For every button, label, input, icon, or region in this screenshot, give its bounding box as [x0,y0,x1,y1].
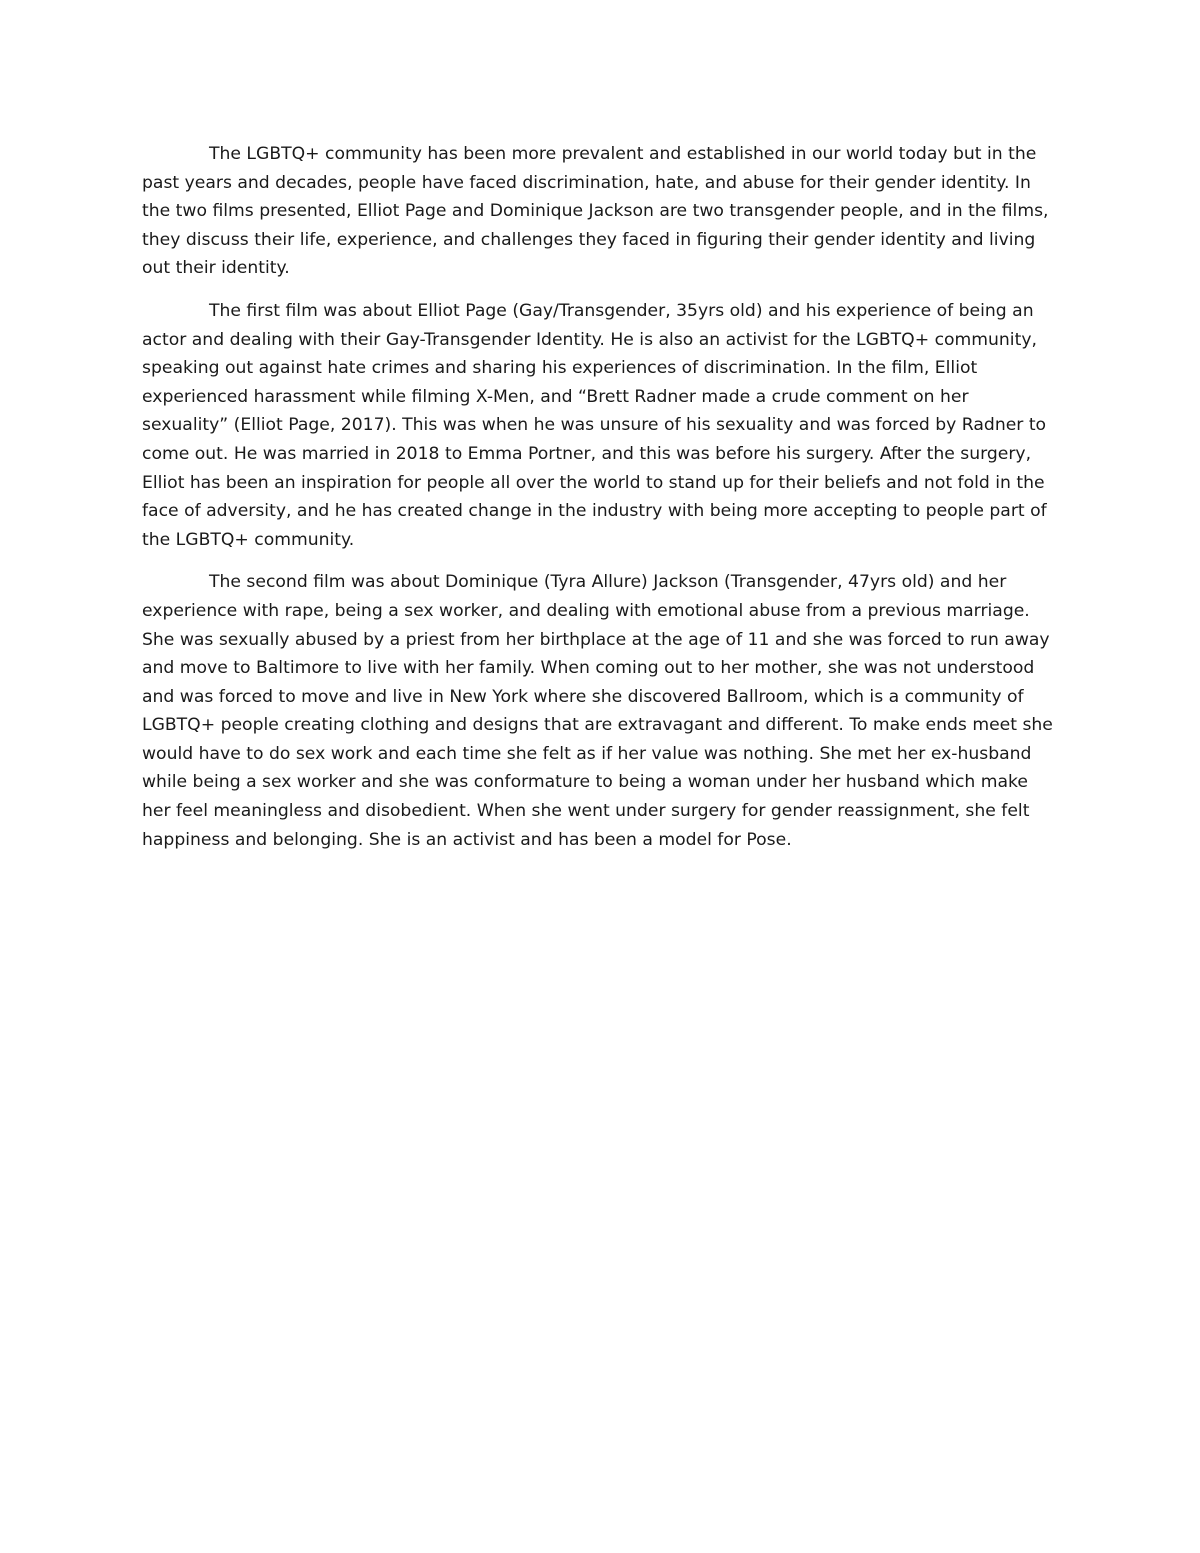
document-body [142,140,1057,868]
paragraph-elliot-page: The first film was about Elliot Page (Gay/Transgender, 35yrs old) and his experience of being an actor and dealing with their Gay-Transgender Identity. He is also an activist for the LGBTQ+ community, speaking out against hate crimes and sharing his experiences of discrimination. In the film, Elliot experienced harassment while filming X-Men, and “Brett Radner made a crude comment on her sexuality” (Elliot Page, 2017). This was when he was unsure of his sexuality and was forced by Radner to come out. He was married in 2018 to Emma Portner, and this was before his surgery. After the surgery, Elliot has been an inspiration for people all over the world to stand up for their beliefs and not fold in the face of adversity, and he has created change in the industry with being more accepting to people part of the LGBTQ+ community. [142,300,1047,550]
paragraph-intro: The LGBTQ+ community has been more prevalent and established in our world today but in the past years and decades, people have faced discrimination, hate, and abuse for their gender identity. In the two films presented, Elliot Page and Dominique Jackson are two transgender people, and in the films, they discuss their life, experience, and challenges they faced in figuring their gender identity and living out their identity. [142,144,1049,279]
paragraph-dominique-jackson: The second film was about Dominique (Tyra Allure) Jackson (Transgender, 47yrs old) and her experience with rape, being a sex worker, and dealing with emotional abuse from a previous marriage. She was sexually abused by a priest from her birthplace at the age of 11 and she was forced to run away and move to Baltimore to live with her family. When coming out to her mother, she was not understood and was forced to move and live in New York where she discovered Ballroom, which is a community of LGBTQ+ people creating clothing and designs that are extravagant and different. To make ends meet she would have to do sex work and each time she felt as if her value was nothing. She met her ex-husband while being a sex worker and she was conformature to being a woman under her husband which make her feel meaningless and disobedient. When she went under surgery for gender reassignment, she felt happiness and belonging. She is an activist and has been a model for Pose. [142,572,1053,850]
